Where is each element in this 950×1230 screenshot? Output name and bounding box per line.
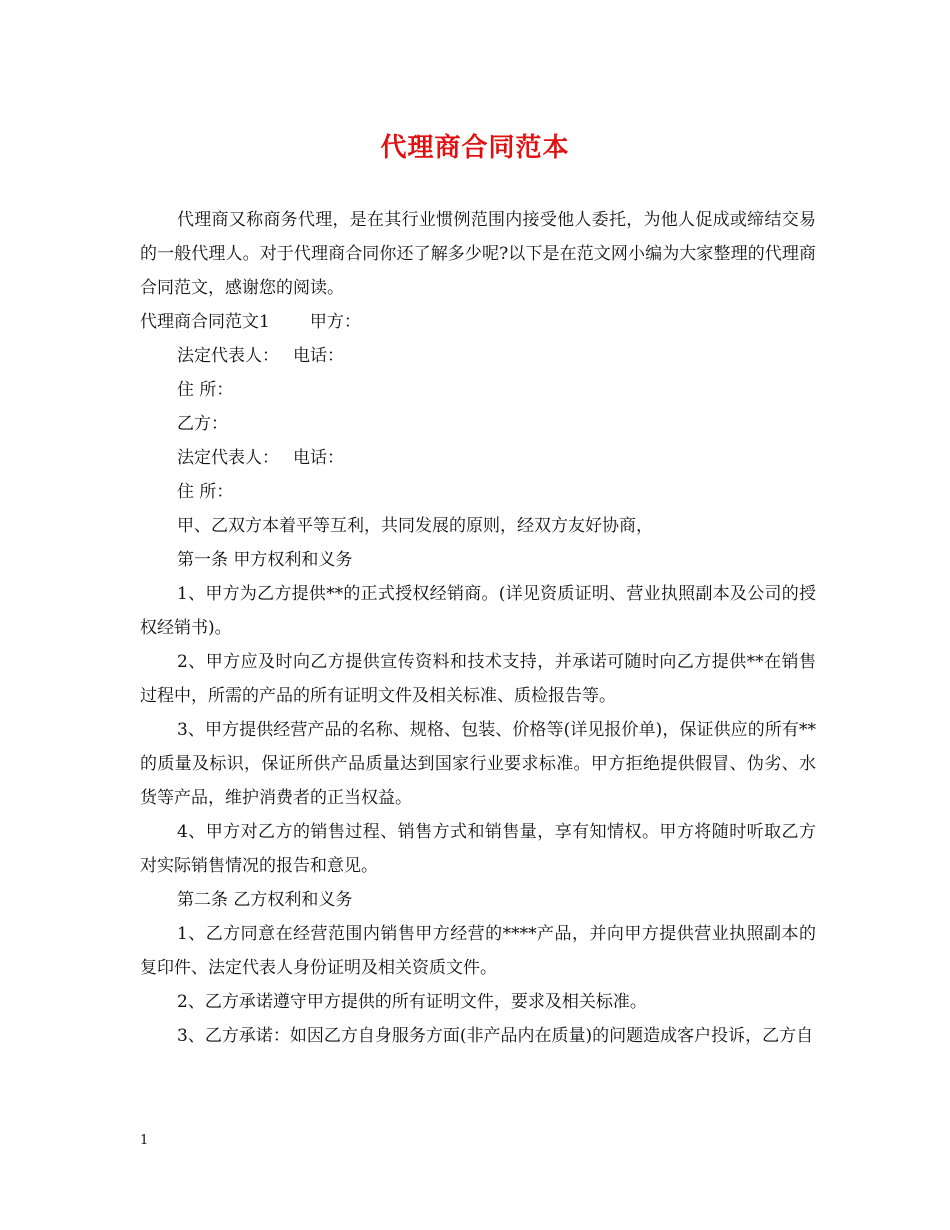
- article1-item: 3、甲方提供经营产品的名称、规格、包装、价格等(详见报价单)，保证供应的所有**的质量及标识，保证所供产品质量达到国家行业要求标准。甲方拒绝提供假冒、伪劣、水货等产品，维护消费者的正当权益。: [140, 720, 816, 808]
- party-a-legal-rep-label: 法定代表人：: [177, 346, 279, 366]
- party-b-address-label: 住 所：: [177, 482, 234, 502]
- party-b-address-line: [140, 475, 816, 509]
- article2-item: 2、乙方承诺遵守甲方提供的所有证明文件，要求及相关标准。: [177, 992, 647, 1012]
- party-b-label: 乙方：: [177, 414, 228, 434]
- preamble-paragraph: 甲、乙双方本着平等互利，共同发展的原则，经双方友好协商，: [177, 516, 653, 536]
- article2-item: 3、乙方承诺：如因乙方自身服务方面(非产品内在质量)的问题造成客户投诉，乙方自: [177, 1026, 814, 1046]
- intro-paragraph: 代理商又称商务代理，是在其行业惯例范围内接受他人委托，为他人促成或缔结交易的一般代理人。对于代理商合同你还了解多少呢?以下是在范文网小编为大家整理的代理商合同范文，感谢您的阅读。: [140, 210, 816, 298]
- sample-heading-line: [140, 305, 816, 339]
- document-body: [140, 203, 816, 1053]
- page-number: 1: [140, 1133, 149, 1148]
- party-a-phone-label: 电话：: [293, 346, 344, 366]
- party-b-line: [140, 407, 816, 441]
- article1-item: 1、甲方为乙方提供**的正式授权经销商。(详见资质证明、营业执照副本及公司的授权经销书)。: [140, 584, 816, 638]
- sample-heading: 代理商合同范文1: [140, 312, 270, 332]
- article2-item: 1、乙方同意在经营范围内销售甲方经营的****产品，并向甲方提供营业执照副本的复印件、法定代表人身份证明及相关资质文件。: [140, 924, 816, 978]
- party-a-address-label: 住 所：: [177, 380, 234, 400]
- party-a-rep-line: [140, 339, 816, 373]
- document-title: 代理商合同范本: [380, 133, 570, 163]
- party-a-address-line: [140, 373, 816, 407]
- article1-item: 4、甲方对乙方的销售过程、销售方式和销售量，享有知情权。甲方将随时听取乙方对实际销售情况的报告和意见。: [140, 822, 816, 876]
- party-b-phone-label: 电话：: [293, 448, 344, 468]
- party-b-legal-rep-label: 法定代表人：: [177, 448, 279, 468]
- party-a-label: 甲方：: [309, 312, 361, 332]
- article1-item: 2、甲方应及时向乙方提供宣传资料和技术支持，并承诺可随时向乙方提供**在销售过程中，所需的产品的所有证明文件及相关标准、质检报告等。: [140, 652, 816, 706]
- party-b-rep-line: [140, 441, 816, 475]
- article1-heading: 第一条 甲方权利和义务: [177, 550, 353, 570]
- article2-heading: 第二条 乙方权利和义务: [177, 890, 353, 910]
